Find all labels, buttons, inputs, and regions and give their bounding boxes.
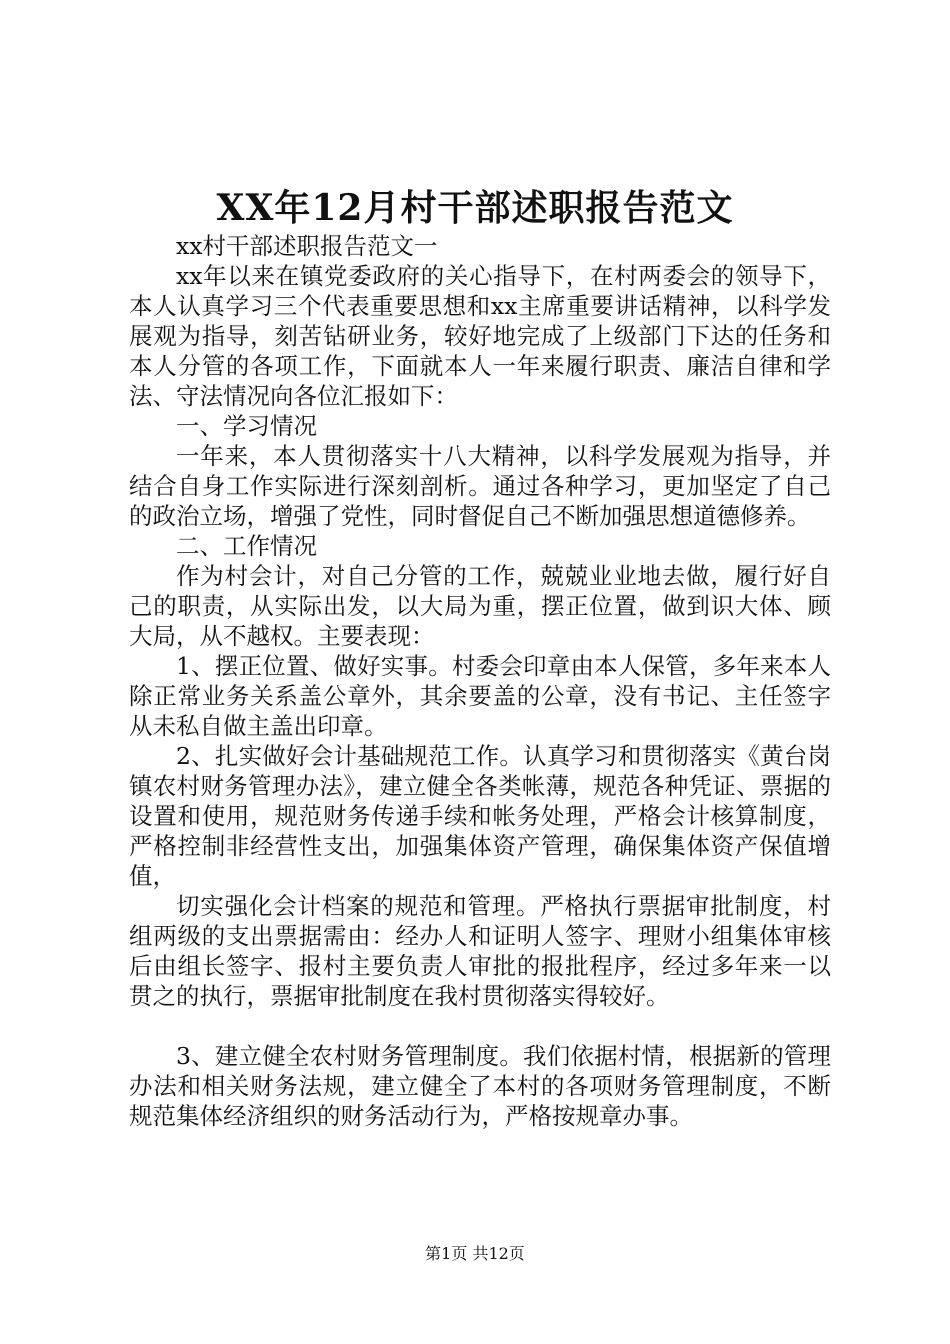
paragraph-work: 作为村会计，对自己分管的工作，兢兢业业地去做，履行好自己的职责，从实际出发，以大局为重，摆正位置，做到识大体、顾大局，从不越权。主要表现： bbox=[129, 562, 831, 650]
paragraph-archive: 切实强化会计档案的规范和管理。严格执行票据审批制度，村组两级的支出票据需由：经办人和证明人签字、理财小组集体审核后由组长签字、报村主要负责人审批的报批程序，经过多年来一以贯之的执行，票据审批制度在我村贯彻落实得较好。 bbox=[129, 892, 831, 1010]
paragraph-item-3: 3、建立健全农村财务管理制度。我们依据村情，根据新的管理办法和相关财务法规，建立健全了本村的各项财务管理制度，不断规范集体经济组织的财务活动行为，严格按规章办事。 bbox=[129, 1042, 831, 1130]
paragraph-study: 一年来，本人贯彻落实十八大精神，以科学发展观为指导，并结合自身工作实际进行深刻剖析。通过各种学习，更加坚定了自己的政治立场，增强了党性，同时督促自己不断加强思想道德修养。 bbox=[129, 442, 831, 530]
document-title: XX年12月村干部述职报告范文 bbox=[216, 187, 734, 229]
paragraph-intro: xx年以来在镇党委政府的关心指导下，在村两委会的领导下，本人认真学习三个代表重要思想和xx主席重要讲话精神，以科学发展观为指导，刻苦钻研业务，较好地完成了上级部门下达的任务和本人分管的各项工作，下面就本人一年来履行职责、廉洁自律和学法、守法情况向各位汇报如下： bbox=[129, 262, 831, 410]
paragraph-item-2: 2、扎实做好会计基础规范工作。认真学习和贯彻落实《黄台岗镇农村财务管理办法》，建立健全各类帐薄，规范各种凭证、票据的设置和使用，规范财务传递手续和帐务处理，严格会计核算制度，严格控制非经营性支出，加强集体资产管理，确保集体资产保值增值， bbox=[129, 742, 831, 890]
section-heading-work: 二、工作情况 bbox=[176, 532, 317, 560]
paragraph-subtitle: xx村干部述职报告范文一 bbox=[176, 232, 438, 260]
document-body bbox=[129, 231, 831, 1131]
section-heading-study: 一、学习情况 bbox=[176, 412, 317, 440]
paragraph-item-1: 1、摆正位置、做好实事。村委会印章由本人保管，多年来本人除正常业务关系盖公章外，其余要盖的公章，没有书记、主任签字从未私自做主盖出印章。 bbox=[129, 652, 831, 740]
page-number-footer: 第1页 共12页 bbox=[425, 1244, 525, 1263]
